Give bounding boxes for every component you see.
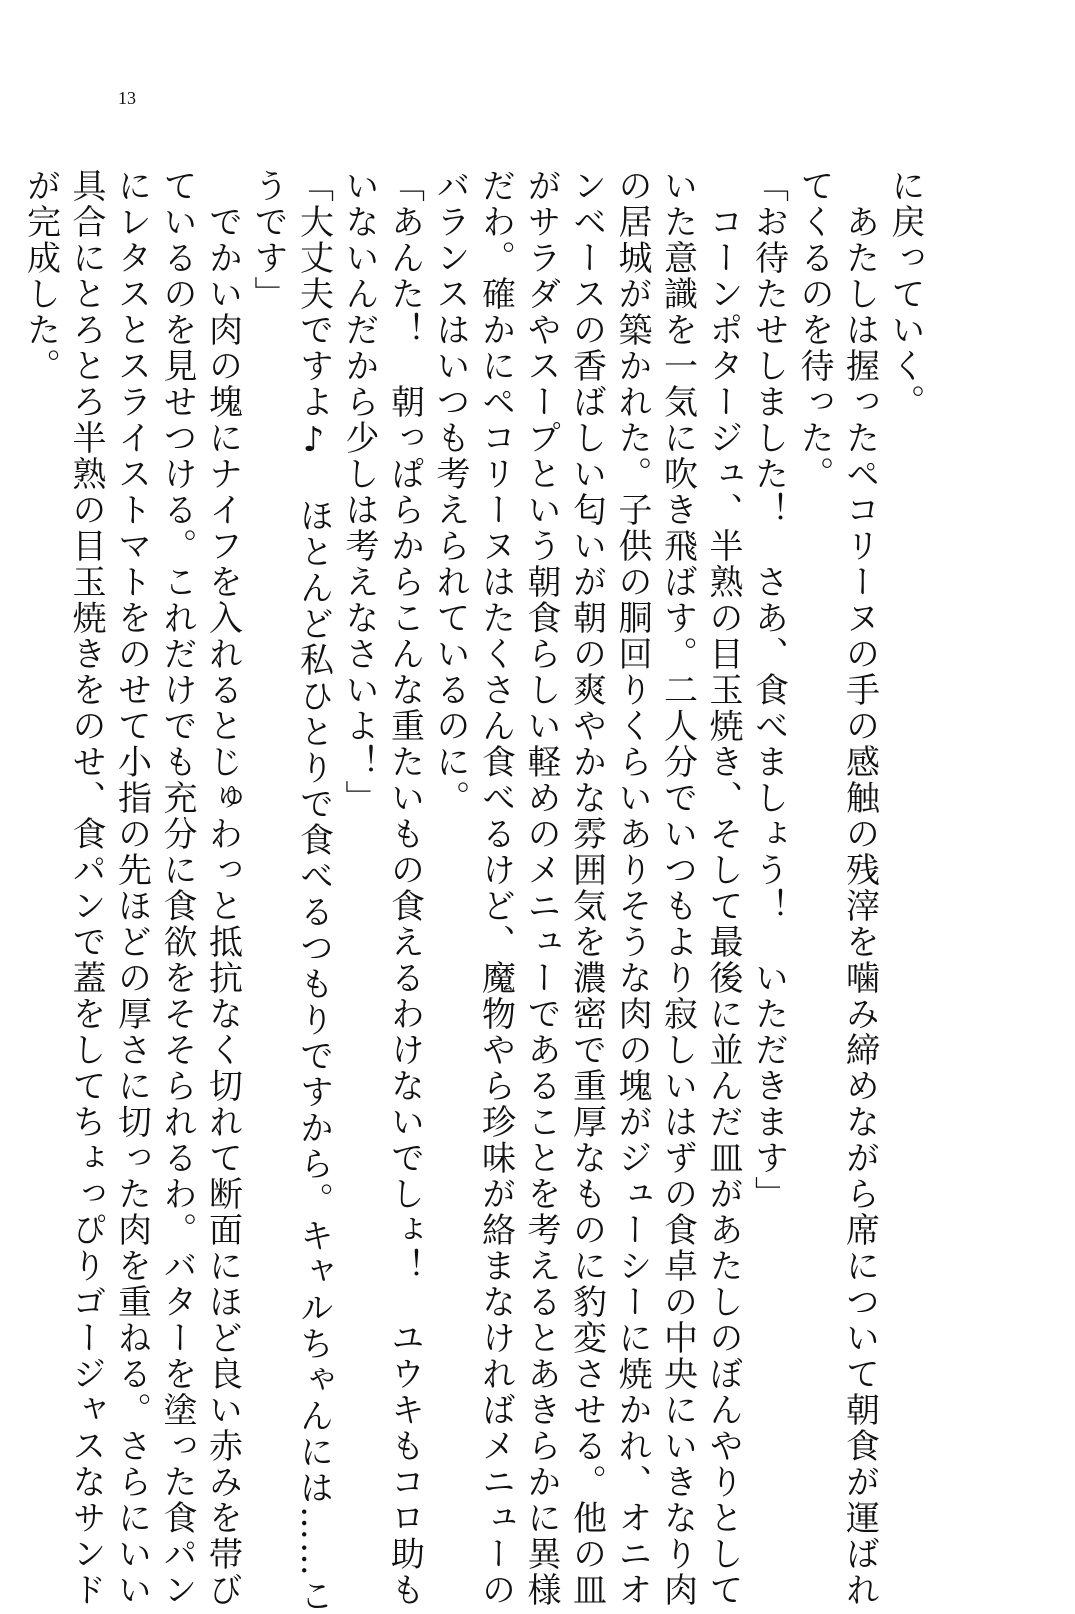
text-line: うです」 bbox=[248, 168, 288, 312]
text-line: に戻っていく。 bbox=[885, 168, 925, 420]
text-line: 具合にとろとろ半熟の目玉焼きをのせ、食パンで蓋をしてちょっぴりゴージャスなサンド bbox=[66, 168, 106, 1608]
text-line: てくるのを待った。 bbox=[794, 168, 834, 492]
text-line: 「お待たせしました！ さあ、食べましょう！ いただきます」 bbox=[748, 168, 789, 1212]
text-line: いないんだから少しは考えなさいよ！」 bbox=[339, 168, 379, 816]
text-line: の居城が築かれた。子供の胴回りくらいありそうな肉の塊がジューシーに焼かれ、オニオ bbox=[612, 168, 652, 1608]
text-line: ているのを見せつける。これだけでも充分に食欲をそそられるわ。バターを塗った食パン bbox=[157, 168, 197, 1608]
text-line: でかい肉の塊にナイフを入れるとじゅわっと抵抗なく切れて断面にほど良い赤みを帯び bbox=[202, 168, 243, 1608]
text-line: にレタスとスライストマトをのせて小指の先ほどの厚さに切った肉を重ねる。さらにいい bbox=[111, 168, 152, 1608]
text-line: 「大丈夫ですよ♪ ほとんど私ひとりで食べるつもりですから。キャルちゃんには……こ bbox=[293, 168, 334, 1614]
text-line: が完成した。 bbox=[20, 168, 61, 384]
page-number: 13 bbox=[118, 88, 136, 108]
text-line: あたしは握ったペコリーヌの手の感触の残滓を噛み締めながら席について朝食が運ばれ bbox=[839, 168, 880, 1608]
text-line: ンベースの香ばしい匂いが朝の爽やかな雰囲気を濃密で重厚なものに豹変させる。他の皿 bbox=[566, 168, 607, 1608]
text-line: バランスはいつも考えられているのに。 bbox=[430, 168, 470, 816]
novel-text-block bbox=[20, 168, 927, 1614]
text-line: いた意識を一気に吹き飛ばす。二人分でいつもより寂しいはずの食卓の中央にいきなり肉 bbox=[657, 168, 698, 1608]
text-line: コーンポタージュ、半熟の目玉焼き、そして最後に並んだ皿があたしのぼんやりとして bbox=[703, 168, 743, 1608]
text-line: だわ。確かにペコリーヌはたくさん食べるけど、魔物やら珍味が絡まなければメニューの bbox=[475, 168, 516, 1608]
text-line: 「あんた！ 朝っぱらからこんな重たいもの食えるわけないでしょ！ ユウキもコロ助も bbox=[384, 168, 425, 1608]
text-line: がサラダやスープという朝食らしい軽めのメニューであることを考えるとあきらかに異様 bbox=[521, 168, 561, 1608]
